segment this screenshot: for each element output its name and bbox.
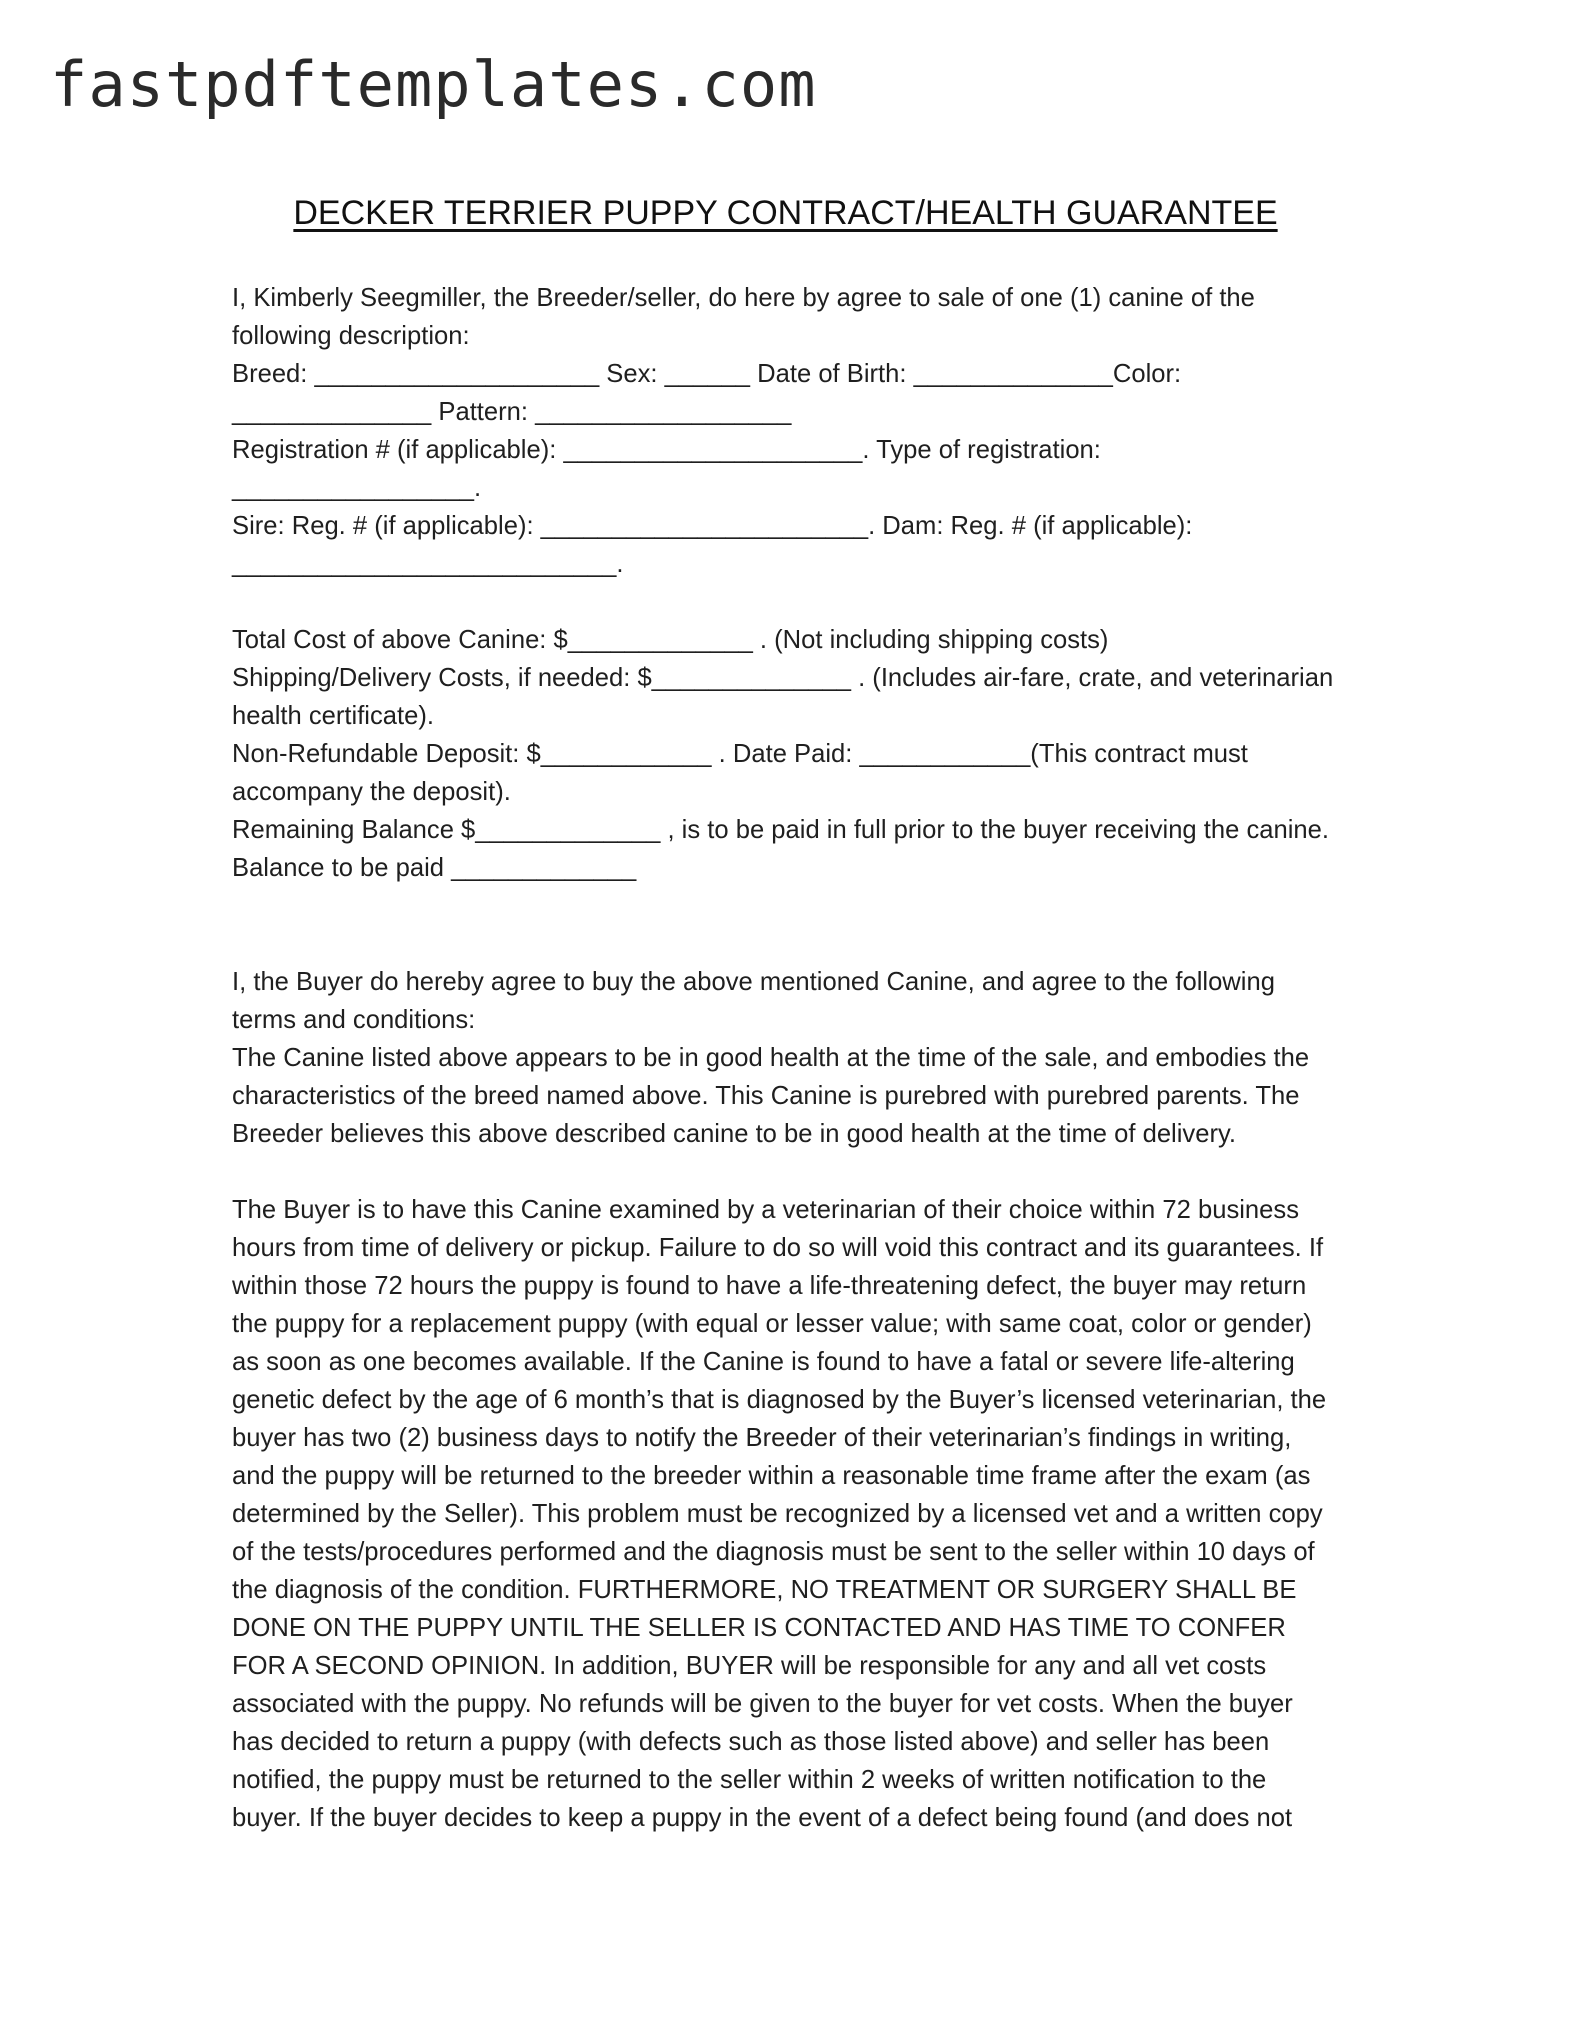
text-line: notified, the puppy must be returned to the seller within 2 weeks of written notification to the xyxy=(232,1766,1267,1794)
remaining-balance-line: Remaining Balance $_____________ , is to be paid in full prior to the buyer receiving the canine. xyxy=(232,816,1329,844)
text-line: buyer has two (2) business days to notify the Breeder of their veterinarian’s findings in writing, xyxy=(232,1424,1292,1452)
canine-description-section xyxy=(232,279,1352,583)
buyer-agreement-section xyxy=(232,963,1352,1153)
text-line: hours from time of delivery or pickup. Failure to do so will void this contract and its guarantees. If xyxy=(232,1234,1324,1262)
text-line: genetic defect by the age of 6 month’s that is diagnosed by the Buyer’s licensed veterinarian, the xyxy=(232,1386,1327,1414)
text-line: characteristics of the breed named above. This Canine is purebred with purebred parents. The xyxy=(232,1082,1300,1110)
text-line: the puppy for a replacement puppy (with equal or lesser value; with same coat, color or gender) xyxy=(232,1310,1312,1338)
deposit-line: Non-Refundable Deposit: $____________ . Date Paid: ____________(This contract must xyxy=(232,740,1248,768)
spacer xyxy=(232,887,1352,963)
text-line: health certificate). xyxy=(232,702,435,730)
color-pattern-line: ______________ Pattern: __________________ xyxy=(232,398,792,426)
text-line: has decided to return a puppy (with defects such as those listed above) and seller has been xyxy=(232,1728,1270,1756)
text-line: FOR A SECOND OPINION. In addition, BUYER will be responsible for any and all vet costs xyxy=(232,1652,1267,1680)
text-line: The Buyer is to have this Canine examined by a veterinarian of their choice within 72 business xyxy=(232,1196,1299,1224)
text-line: buyer. If the buyer decides to keep a puppy in the event of a defect being found (and does not xyxy=(232,1804,1293,1832)
text-line: and the puppy will be returned to the breeder within a reasonable time frame after the exam (as xyxy=(232,1462,1311,1490)
text-line: The Canine listed above appears to be in good health at the time of the sale, and embodies the xyxy=(232,1044,1310,1072)
text-line: within those 72 hours the puppy is found to have a life-threatening defect, the buyer may return xyxy=(232,1272,1307,1300)
dam-reg-line: ___________________________. xyxy=(232,550,624,578)
text-line: DONE ON THE PUPPY UNTIL THE SELLER IS CONTACTED AND HAS TIME TO CONFER xyxy=(232,1614,1286,1642)
balance-paid-line: Balance to be paid _____________ xyxy=(232,854,637,882)
registration-type-line: _________________. xyxy=(232,474,482,502)
contract-body xyxy=(232,279,1352,1837)
total-cost-line: Total Cost of above Canine: $_____________ . (Not including shipping costs) xyxy=(232,626,1109,654)
shipping-cost-line: Shipping/Delivery Costs, if needed: $______________ . (Includes air-fare, crate, and veterinarian xyxy=(232,664,1334,692)
text-line: of the tests/procedures performed and the diagnosis must be sent to the seller within 10 days of xyxy=(232,1538,1315,1566)
text-line: the diagnosis of the condition. FURTHERMORE, NO TREATMENT OR SURGERY SHALL BE xyxy=(232,1576,1297,1604)
text-line: following description: xyxy=(232,322,470,350)
text-line: I, the Buyer do hereby agree to buy the above mentioned Canine, and agree to the following xyxy=(232,968,1275,996)
spacer xyxy=(232,583,1352,621)
watermark: fastpdftemplates.com xyxy=(50,48,817,121)
spacer xyxy=(232,1153,1352,1191)
text-line: Breeder believes this above described canine to be in good health at the time of delivery. xyxy=(232,1120,1236,1148)
registration-line: Registration # (if applicable): _____________________. Type of registration: xyxy=(232,436,1101,464)
text-line: determined by the Seller). This problem must be recognized by a licensed vet and a written copy xyxy=(232,1500,1323,1528)
cost-section xyxy=(232,621,1352,887)
document-title: DECKER TERRIER PUPPY CONTRACT/HEALTH GUARANTEE xyxy=(293,194,1278,232)
text-line: associated with the puppy. No refunds will be given to the buyer for vet costs. When the buyer xyxy=(232,1690,1293,1718)
text-line: I, Kimberly Seegmiller, the Breeder/seller, do here by agree to sale of one (1) canine of the xyxy=(232,284,1255,312)
breed-sex-dob-line: Breed: ____________________ Sex: ______ Date of Birth: ______________Color: xyxy=(232,360,1182,388)
text-line: accompany the deposit). xyxy=(232,778,511,806)
text-line: as soon as one becomes available. If the Canine is found to have a fatal or severe life-altering xyxy=(232,1348,1295,1376)
health-guarantee-section xyxy=(232,1191,1352,1837)
text-line: terms and conditions: xyxy=(232,1006,476,1034)
sire-dam-line: Sire: Reg. # (if applicable): _______________________. Dam: Reg. # (if applicable): xyxy=(232,512,1193,540)
